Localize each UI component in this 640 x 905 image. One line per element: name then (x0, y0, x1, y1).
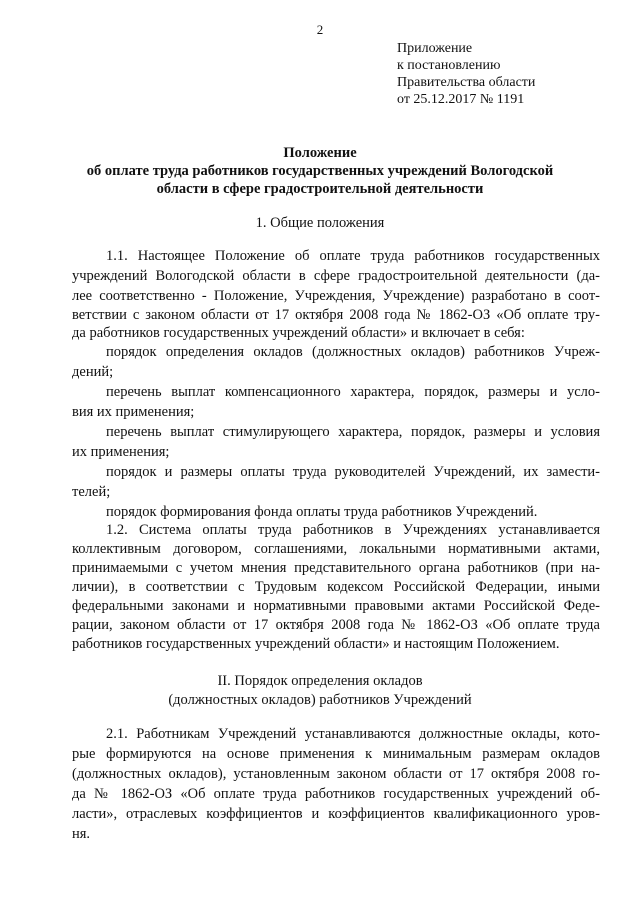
section-1-heading: 1. Общие положения (255, 215, 385, 231)
document-subtitle-line-2: области в сфере градостроительной деятельности (156, 181, 484, 197)
appendix-line-1: Приложение (397, 41, 473, 56)
page-number: 2 (316, 22, 324, 37)
appendix-line-3: Правительства области (397, 75, 536, 90)
paragraph-line: личии), в соответствии с Трудовым кодексом Российской Федерации, иными (72, 579, 600, 595)
list-item-line: перечень выплат компенсационного характера, порядок, размеры и усло- (106, 384, 600, 400)
paragraph-line: рые формируются на основе применения к минимальным размерам окладов (72, 746, 600, 762)
list-item-line: порядок определения окладов (должностных окладов) работников Учреж- (106, 344, 600, 360)
appendix-line-2: к постановлению (397, 58, 501, 73)
appendix-line-4: от 25.12.2017 № 1191 (397, 92, 525, 107)
paragraph-line: 1.2. Система оплаты труда работников в Учреждениях устанавливается (106, 522, 600, 538)
paragraph-line: (должностных окладов), установленным законом области от 17 октября 2008 го- (72, 766, 600, 782)
paragraph-line: 1.1. Настоящее Положение об оплате труда работников государственных (106, 248, 600, 264)
paragraph-line: 2.1. Работникам Учреждений устанавливаются должностные оклады, кото- (106, 726, 600, 742)
list-item-line: перечень выплат стимулирующего характера, порядок, размеры и условия (106, 424, 600, 440)
list-item-line: дений; (72, 364, 114, 380)
list-item-line: их применения; (72, 444, 170, 460)
section-2-heading: II. Порядок определения окладов (217, 673, 423, 689)
section-2-heading-continued: (должностных окладов) работников Учреждений (168, 692, 472, 708)
paragraph-line: лее соответственно - Положение, Учреждения, Учреждение) разработано в соот- (72, 288, 600, 304)
paragraph-line: федеральными законами и нормативными правовыми актами Российской Феде- (72, 598, 600, 614)
document-subtitle-line-1: об оплате труда работников государственных учреждений Вологодской (86, 163, 554, 179)
paragraph-line: принимаемыми с учетом мнения представительного органа работников (при на- (72, 560, 600, 576)
paragraph-line: рации, законом области от 17 октября 2008 года № 1862-ОЗ «Об оплате труда (72, 617, 600, 633)
paragraph-line: ветствии с законом области от 17 октября 2008 года № 1862-ОЗ «Об оплате тру- (72, 307, 600, 323)
list-item-line: телей; (72, 484, 111, 500)
paragraph-line: коллективным договором, соглашениями, локальными нормативными актами, (72, 541, 600, 557)
list-item-line: порядок формирования фонда оплаты труда работников Учреждений. (106, 504, 538, 520)
paragraph-line: работников государственных учреждений области» и настоящим Положением. (72, 636, 560, 652)
paragraph-line: ня. (72, 826, 91, 842)
paragraph-line: учреждений Вологодской области в сфере градостроительной деятельности (да- (72, 268, 600, 284)
paragraph-line: да № 1862-ОЗ «Об оплате труда работников государственных учреждений об- (72, 786, 600, 802)
list-item-line: вия их применения; (72, 404, 195, 420)
paragraph-line: да работников государственных учреждений области» и включает в себя: (72, 325, 525, 341)
list-item-line: порядок и размеры оплаты труда руководителей Учреждений, их замести- (106, 464, 600, 480)
paragraph-line: ласти», отраслевых коэффициентов и коэффициентов квалификационного уров- (72, 806, 600, 822)
document-title: Положение (283, 145, 357, 161)
